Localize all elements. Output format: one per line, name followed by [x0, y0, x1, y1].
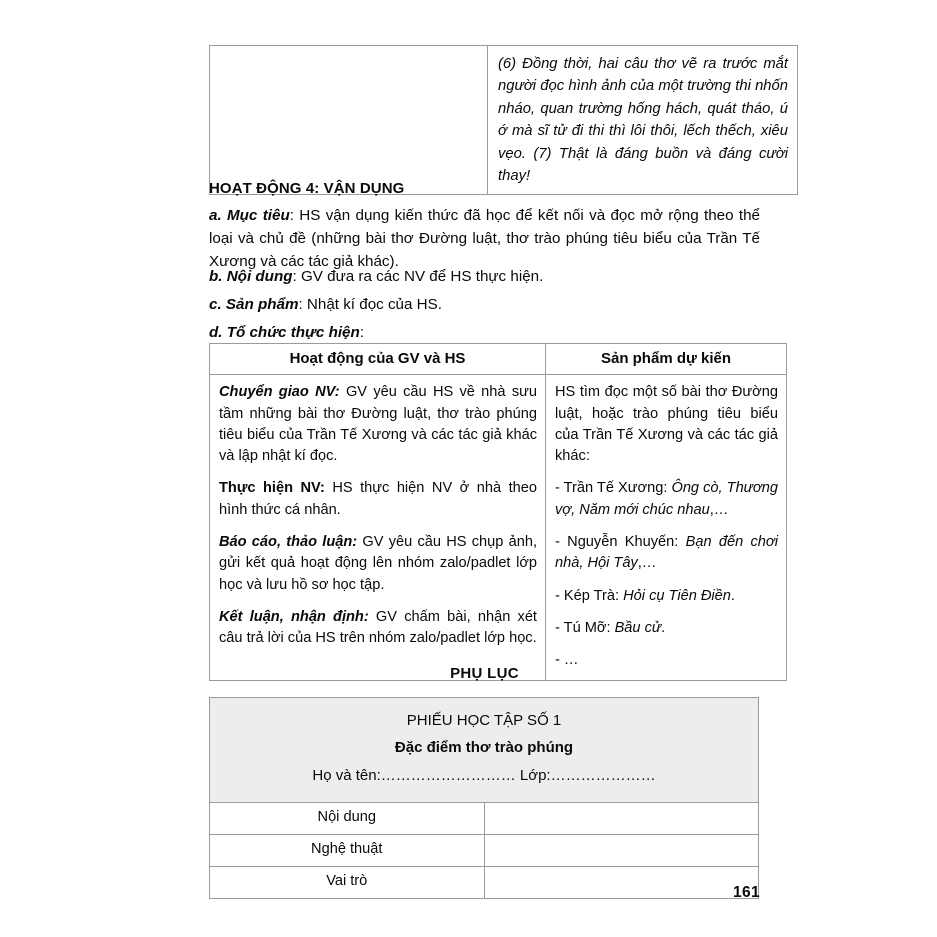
page-number: 161 [732, 884, 760, 901]
activity-step-thuc-hien [219, 472, 537, 526]
worksheet-row-label-noi-dung: Nội dung [210, 802, 485, 834]
activity-step-chuyen-giao [219, 375, 537, 472]
paragraph-a-body: : HS vận dụng kiến thức đã học để kết nối và đọc mở rộng theo thể loại và chủ đề (những bài thơ Đường luật, thơ trào phúng tiêu biểu của Trần Tế Xương và các tác giả khác). [209, 207, 760, 270]
product-item [555, 526, 778, 580]
activity-step-bao-cao [219, 526, 537, 601]
appendix-title: PHỤ LỤC [450, 665, 519, 682]
paragraph-d-lead: d. Tổ chức thực hiện [209, 324, 360, 341]
activity-table-header-right: Sản phẩm dự kiến [546, 344, 787, 375]
paragraph-d [209, 322, 760, 345]
product-item-titles: Ông cò, Thương vợ, Năm mới chúc nhau [555, 480, 778, 518]
excerpt-right-cell: (6) Đồng thời, hai câu thơ vẽ ra trước mắt người đọc hình ảnh của một trường thi nhốn nháo, quan trường hống hách, quát tháo, ú ớ mà sĩ tử đi thi thì lôi thôi, lếch thếch, xiêu vẹo. (7) Thật là đáng buồn và đáng cười thay! [488, 46, 798, 195]
worksheet-header-cell [210, 698, 759, 803]
table-row [210, 375, 787, 680]
product-item-author: - Kép Trà: [555, 587, 624, 604]
activity-table-cell-left [210, 375, 546, 680]
product-item-suffix: . [661, 619, 666, 636]
product-item-suffix: . [730, 587, 735, 604]
worksheet-row-label-vai-tro: Vai trò [210, 866, 485, 898]
activity-step-body: GV yêu cầu HS chụp ảnh, gửi kết quả hoạt động lên nhóm zalo/padlet lớp học và lưu hồ sơ học tập. [219, 534, 537, 593]
product-item-author: - Tú Mỡ: [555, 619, 615, 636]
excerpt-left-cell [210, 46, 488, 195]
activity-step-body: HS thực hiện NV ở nhà theo hình thức cá nhân. [219, 480, 537, 518]
product-item-titles: Bầu cử [614, 619, 662, 636]
paragraph-c-body: : Nhật kí đọc của HS. [298, 296, 442, 313]
product-item-author: - Nguyễn Khuyến: [555, 534, 686, 551]
paragraph-b [209, 266, 760, 289]
worksheet-row-value-nghe-thuat[interactable] [484, 834, 759, 866]
activity-table-cell-right [546, 375, 787, 680]
paragraph-a [209, 205, 760, 273]
activity-step-lead: Báo cáo, thảo luận: [219, 534, 358, 551]
section-heading: HOẠT ĐỘNG 4: VẬN DỤNG [209, 180, 405, 197]
activity-step-body: GV chấm bài, nhận xét câu trả lời của HS trên nhóm zalo/padlet lớp học. [219, 608, 537, 647]
product-item [555, 612, 778, 644]
activity-step-ket-luan [219, 601, 537, 658]
worksheet-title: PHIẾU HỌC TẬP SỐ 1 [406, 712, 562, 729]
worksheet-header-row [210, 698, 759, 803]
activity-step-lead: Chuyển giao NV: [219, 384, 340, 401]
product-item [555, 472, 778, 526]
activity-step-body: GV yêu cầu HS về nhà sưu tầm những bài thơ Đường luật, thơ trào phúng tiêu biểu của Trần Tế Xương và các tác giả khác và lập nhật kí đọc. [219, 384, 537, 465]
paragraph-c-lead: c. Sản phẩm [209, 296, 299, 313]
product-item-titles: Bạn đến chơi nhà, Hội Tây [555, 534, 778, 572]
worksheet-table [209, 697, 759, 899]
paragraph-b-body: : GV đưa ra các NV để HS thực hiện. [292, 268, 544, 285]
excerpt-table [209, 45, 798, 195]
worksheet-row-label-nghe-thuat: Nghệ thuật [210, 834, 485, 866]
paragraph-a-lead: a. Mục tiêu [209, 207, 290, 224]
table-row [210, 46, 798, 195]
product-item-suffix: ,… [637, 555, 657, 572]
paragraph-c [209, 294, 760, 317]
activity-step-lead: Thực hiện NV: [219, 480, 325, 497]
product-item [555, 580, 778, 612]
paragraph-b-lead: b. Nội dung [209, 268, 293, 285]
worksheet-row-value-noi-dung[interactable] [484, 802, 759, 834]
activity-table-header-left: Hoạt động của GV và HS [210, 344, 546, 375]
worksheet-subtitle: Đặc điểm thơ trào phúng [394, 738, 574, 756]
activity-table [209, 343, 787, 681]
product-item-author: - … [555, 652, 579, 669]
worksheet-name-class-line: Họ và tên:……………………… Lớp:………………… [312, 767, 656, 784]
table-header-row [210, 344, 787, 375]
paragraph-d-body: : [359, 324, 365, 341]
product-item-author: - Trần Tế Xương: [555, 480, 672, 497]
product-item-titles: Hỏi cụ Tiên Điền [623, 587, 731, 604]
product-item-suffix: ,… [709, 501, 729, 518]
product-intro: HS tìm đọc một số bài thơ Đường luật, hoặc trào phúng tiêu biểu của Trần Tế Xương và các tác giả khác: [555, 384, 778, 465]
table-row [210, 802, 759, 834]
table-row [210, 834, 759, 866]
activity-step-lead: Kết luận, nhận định: [219, 608, 369, 625]
